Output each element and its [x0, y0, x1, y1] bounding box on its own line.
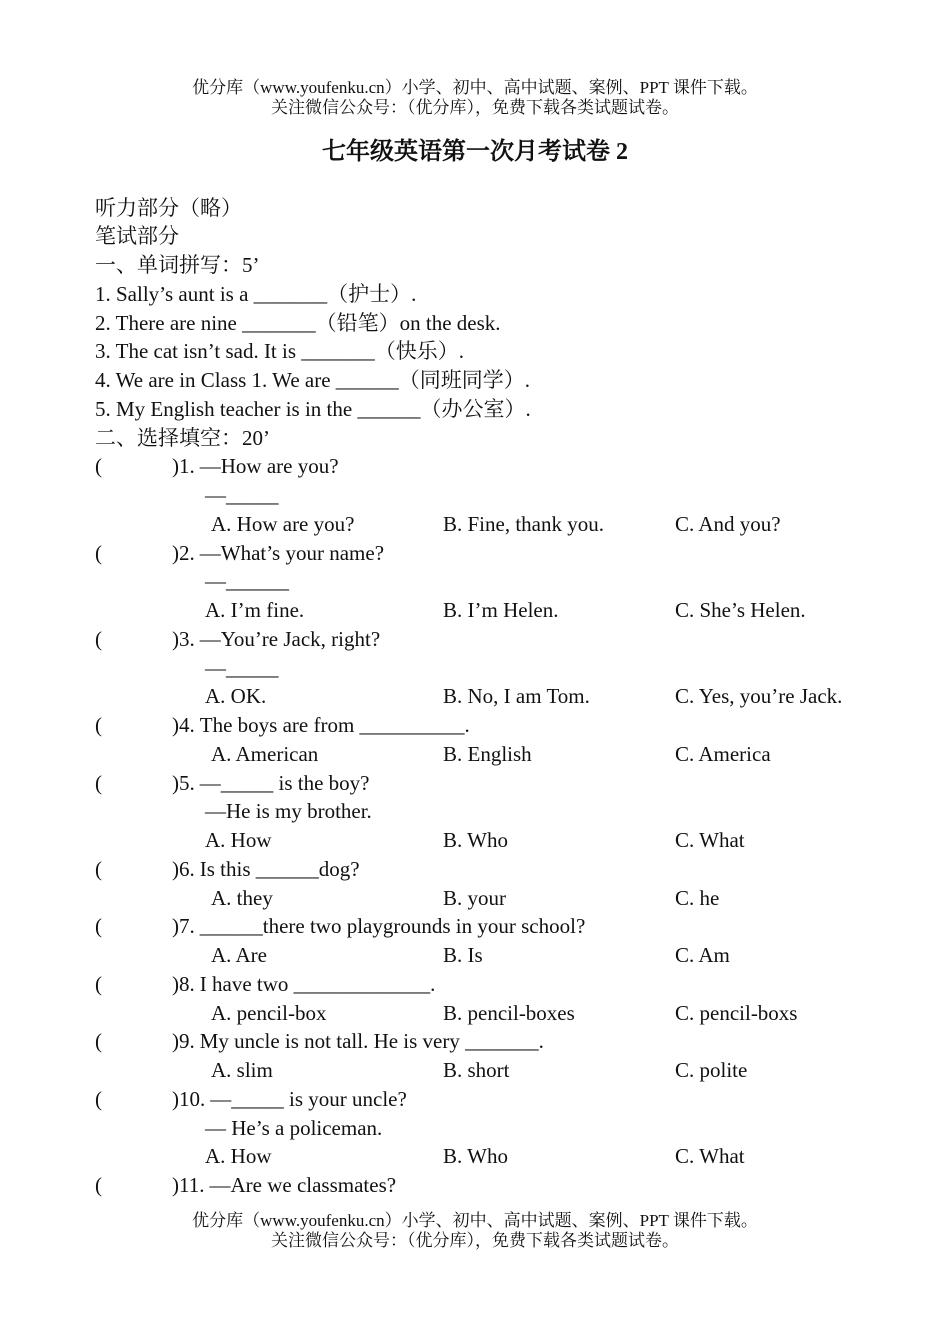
option-c: C. And you?	[675, 511, 781, 536]
spelling-item-2: 2. There are nine _______（铅笔）on the desk.	[95, 310, 501, 335]
question-options	[0, 682, 950, 711]
question-options	[0, 826, 950, 855]
spelling-item-1: 1. Sally’s aunt is a _______（护士）.	[95, 281, 417, 306]
page-header	[0, 78, 950, 118]
question-number: 8.	[179, 971, 195, 996]
question-number: 1.	[179, 454, 195, 479]
spelling-item-4: 4. We are in Class 1. We are ______（同班同学）.	[95, 368, 531, 393]
footer-line-2: 关注微信公众号：（优分库），免费下载各类试题试卷。	[271, 1231, 679, 1250]
answer-bracket-close: )	[172, 1086, 179, 1111]
option-a: A. American	[211, 741, 319, 766]
option-c: C. Yes, you’re Jack.	[675, 684, 843, 709]
answer-bracket-open: (	[95, 770, 102, 795]
question-5	[0, 769, 950, 855]
section1-heading: 一、单词拼写：5’	[95, 253, 260, 278]
answer-bracket-close: )	[172, 626, 179, 651]
question-stem-line	[0, 1027, 950, 1056]
answer-bracket-close: )	[172, 1173, 179, 1198]
question-4	[0, 711, 950, 769]
question-10	[0, 1085, 950, 1171]
question-response: —He is my brother.	[205, 799, 372, 824]
option-a: A. How	[205, 1144, 272, 1169]
question-response: —_____	[205, 483, 279, 508]
question-stem-line	[0, 1085, 950, 1114]
question-number: 9.	[179, 1029, 195, 1054]
answer-bracket-open: (	[95, 971, 102, 996]
question-stem: —_____ is the boy?	[199, 770, 370, 795]
question-stem: —You’re Jack, right?	[199, 626, 381, 651]
option-c: C. She’s Helen.	[675, 598, 806, 623]
question-stem-line	[0, 769, 950, 798]
question-response: — He’s a policeman.	[205, 1115, 383, 1140]
question-stem-line	[0, 855, 950, 884]
answer-bracket-open: (	[95, 626, 102, 651]
question-response: —_____	[205, 655, 279, 680]
option-b: B. Fine, thank you.	[443, 511, 604, 536]
option-a: A. I’m fine.	[205, 598, 305, 623]
question-number: 2.	[179, 540, 195, 565]
answer-bracket-close: )	[172, 971, 179, 996]
question-stem-line	[0, 625, 950, 654]
option-b: B. Who	[443, 828, 508, 853]
answer-bracket-open: (	[95, 540, 102, 565]
answer-bracket-open: (	[95, 1173, 102, 1198]
option-a: A. OK.	[205, 684, 267, 709]
question-stem: —_____ is your uncle?	[210, 1086, 407, 1111]
question-stem: I have two _____________.	[199, 971, 436, 996]
answer-bracket-open: (	[95, 1029, 102, 1054]
option-a: A. pencil-box	[211, 1000, 327, 1025]
exam-body	[0, 194, 950, 1200]
question-number: 3.	[179, 626, 195, 651]
question-options	[0, 1142, 950, 1171]
written-section-label: 笔试部分	[95, 224, 179, 249]
answer-bracket-close: )	[172, 454, 179, 479]
option-b: B. Who	[443, 1144, 508, 1169]
question-number: 6.	[179, 856, 195, 881]
question-1	[0, 452, 950, 538]
answer-bracket-open: (	[95, 454, 102, 479]
question-number: 10.	[179, 1086, 206, 1111]
footer-line-1: 优分库（www.youfenku.cn）小学、初中、高中试题、案例、PPT 课件下载。	[192, 1211, 758, 1230]
answer-bracket-open: (	[95, 713, 102, 738]
question-6	[0, 855, 950, 913]
page-footer	[0, 1211, 950, 1251]
option-b: B. I’m Helen.	[443, 598, 559, 623]
answer-bracket-close: )	[172, 914, 179, 939]
question-stem-line	[0, 912, 950, 941]
option-a: A. Are	[211, 943, 267, 968]
question-stem: —How are you?	[199, 454, 339, 479]
answer-bracket-open: (	[95, 914, 102, 939]
answer-bracket-close: )	[172, 1029, 179, 1054]
option-c: C. What	[675, 828, 745, 853]
question-options	[0, 999, 950, 1028]
question-stem-line	[0, 711, 950, 740]
option-b: B. Is	[443, 943, 483, 968]
question-options	[0, 740, 950, 769]
question-stem: Is this ______dog?	[199, 856, 360, 881]
question-response: —______	[205, 569, 289, 594]
question-3	[0, 625, 950, 711]
option-c: C. America	[675, 741, 771, 766]
answer-bracket-close: )	[172, 856, 179, 881]
option-c: C. Am	[675, 943, 730, 968]
question-options	[0, 884, 950, 913]
question-options	[0, 1056, 950, 1085]
question-stem: The boys are from __________.	[199, 713, 470, 738]
question-11	[0, 1171, 950, 1200]
question-number: 7.	[179, 914, 195, 939]
spelling-item-5: 5. My English teacher is in the ______（办公室）.	[95, 396, 531, 421]
option-a: A. How are you?	[211, 511, 355, 536]
listening-section-label: 听力部分（略）	[95, 195, 242, 220]
option-c: C. he	[675, 885, 720, 910]
question-8	[0, 970, 950, 1028]
question-9	[0, 1027, 950, 1085]
section2-heading: 二、选择填空：20’	[95, 425, 270, 450]
question-options	[0, 596, 950, 625]
exam-title: 七年级英语第一次月考试卷 2	[322, 139, 628, 165]
option-a: A. How	[205, 828, 272, 853]
option-b: B. No, I am Tom.	[443, 684, 590, 709]
question-stem-line	[0, 1171, 950, 1200]
answer-bracket-close: )	[172, 540, 179, 565]
answer-bracket-open: (	[95, 856, 102, 881]
question-stem-line	[0, 539, 950, 568]
option-b: B. English	[443, 741, 532, 766]
question-stem-line	[0, 452, 950, 481]
answer-bracket-open: (	[95, 1086, 102, 1111]
option-a: A. they	[211, 885, 273, 910]
answer-bracket-close: )	[172, 713, 179, 738]
option-c: C. polite	[675, 1058, 748, 1083]
question-number: 5.	[179, 770, 195, 795]
question-2	[0, 539, 950, 625]
question-7	[0, 912, 950, 970]
question-number: 4.	[179, 713, 195, 738]
question-number: 11.	[179, 1173, 205, 1198]
answer-bracket-close: )	[172, 770, 179, 795]
option-b: B. your	[443, 885, 506, 910]
spelling-item-3: 3. The cat isn’t sad. It is _______（快乐）.	[95, 339, 465, 364]
question-stem: —What’s your name?	[199, 540, 385, 565]
header-line-2: 关注微信公众号：（优分库），免费下载各类试题试卷。	[271, 98, 679, 117]
option-b: B. pencil-boxes	[443, 1000, 575, 1025]
option-c: C. pencil-boxs	[675, 1000, 798, 1025]
question-stem-line	[0, 970, 950, 999]
option-b: B. short	[443, 1058, 510, 1083]
option-a: A. slim	[211, 1058, 273, 1083]
option-c: C. What	[675, 1144, 745, 1169]
question-stem: My uncle is not tall. He is very _______.	[199, 1029, 544, 1054]
question-stem: —Are we classmates?	[209, 1173, 397, 1198]
question-options	[0, 510, 950, 539]
question-options	[0, 941, 950, 970]
question-stem: ______there two playgrounds in your school?	[199, 914, 586, 939]
header-line-1: 优分库（www.youfenku.cn）小学、初中、高中试题、案例、PPT 课件下载。	[192, 78, 758, 97]
